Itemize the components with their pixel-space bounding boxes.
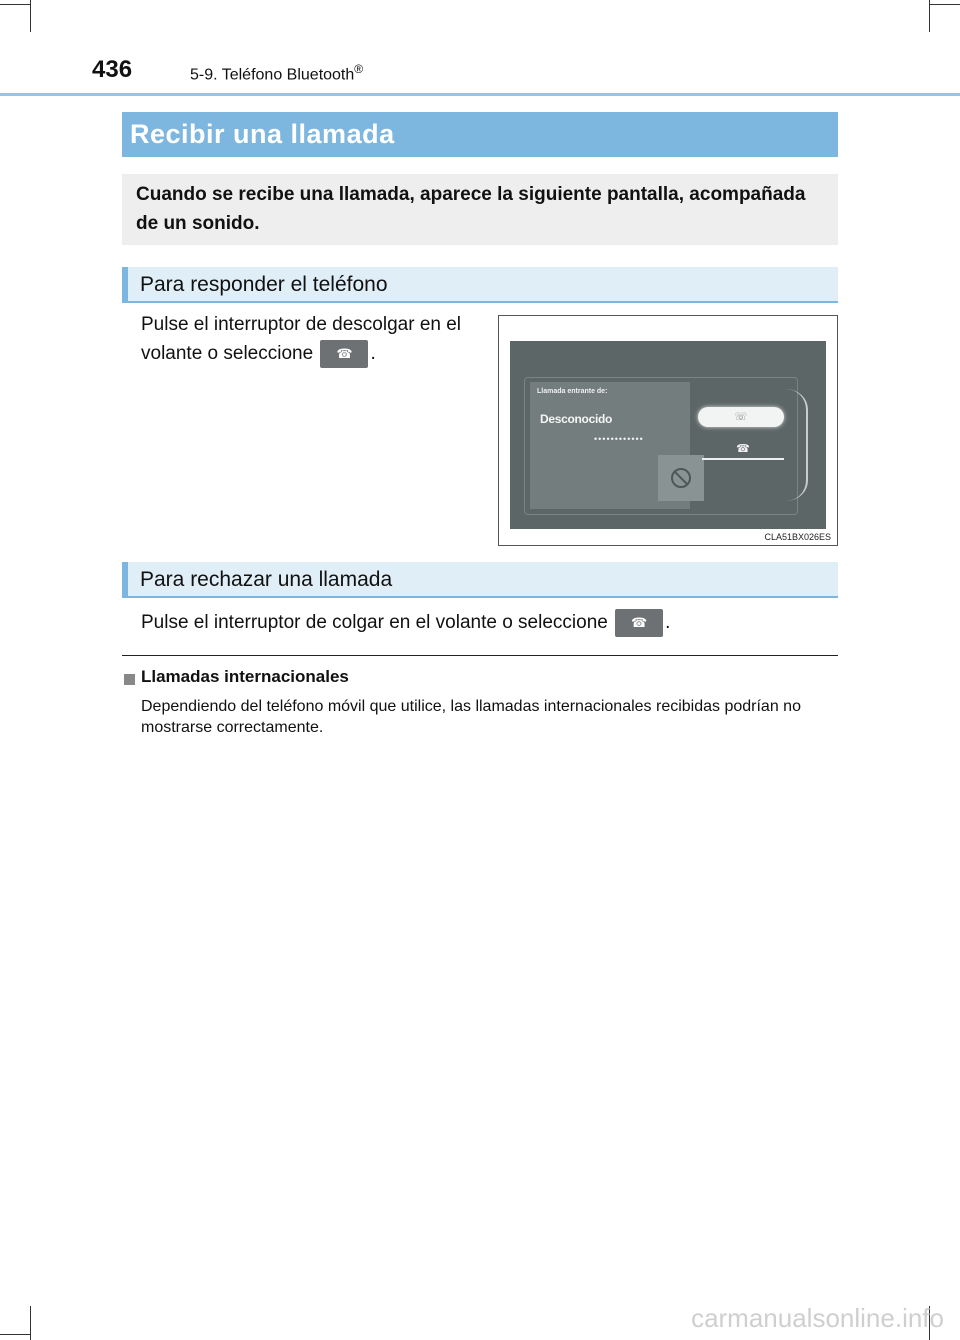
phone-hangup-icon: ☎ [736, 443, 750, 455]
display-screen [510, 341, 826, 529]
header-rule [0, 93, 960, 96]
decline-call-button[interactable] [615, 609, 663, 637]
decline-heading: Para rechazar una llamada [122, 562, 838, 598]
section-intro: Cuando se recibe una llamada, aparece la siguiente pantalla, acompañada de un sonido. [122, 174, 838, 245]
answer-instructions [141, 310, 486, 368]
crop-mark [0, 1334, 30, 1335]
incoming-call-figure [498, 315, 838, 546]
answer-text-end: . [370, 343, 376, 364]
phone-hangup-icon: ☎ [631, 614, 648, 630]
section-title: Recibir una llamada [122, 112, 838, 157]
crop-mark [30, 1306, 31, 1340]
decline-text-end: . [665, 612, 671, 633]
chapter-title [190, 62, 363, 84]
section-divider [122, 655, 838, 656]
watermark: carmanualsonline.info [691, 1303, 944, 1333]
phone-answer-icon: ☏ [734, 411, 748, 423]
crop-mark [30, 0, 31, 32]
decline-instructions [141, 608, 841, 637]
chapter-title-text: 5-9. Teléfono Bluetooth [190, 66, 355, 84]
incoming-call-label: Llamada entrante de: [537, 388, 608, 395]
caller-name: Desconocido [540, 412, 613, 426]
block-call-button[interactable] [658, 455, 704, 501]
screen-decline-button[interactable] [702, 444, 784, 460]
crop-mark [0, 4, 30, 5]
crop-mark [930, 4, 960, 5]
note-body: Dependiendo del teléfono móvil que utilice, las llamadas internacionales recibidas podrían no mostrarse correctamente. [141, 698, 801, 736]
figure-code: CLA51BX026ES [764, 532, 831, 542]
caller-panel [530, 382, 690, 509]
decline-text: Pulse el interruptor de colgar en el volante o seleccione [141, 612, 608, 633]
page-number: 436 [92, 56, 133, 83]
answer-call-button[interactable] [320, 340, 368, 368]
screen-answer-button[interactable] [698, 407, 784, 427]
note-bullet-icon [124, 674, 135, 685]
block-icon [670, 467, 692, 489]
registered-mark: ® [354, 62, 364, 76]
answer-text: Pulse el interruptor de descolgar en el volante o seleccione [141, 314, 462, 364]
phone-answer-icon: ☎ [336, 345, 353, 361]
screen-arc-decoration [786, 389, 808, 501]
note-title: Llamadas internacionales [141, 667, 349, 686]
answer-heading: Para responder el teléfono [122, 267, 838, 303]
caller-number: •••••••••••• [594, 434, 644, 444]
